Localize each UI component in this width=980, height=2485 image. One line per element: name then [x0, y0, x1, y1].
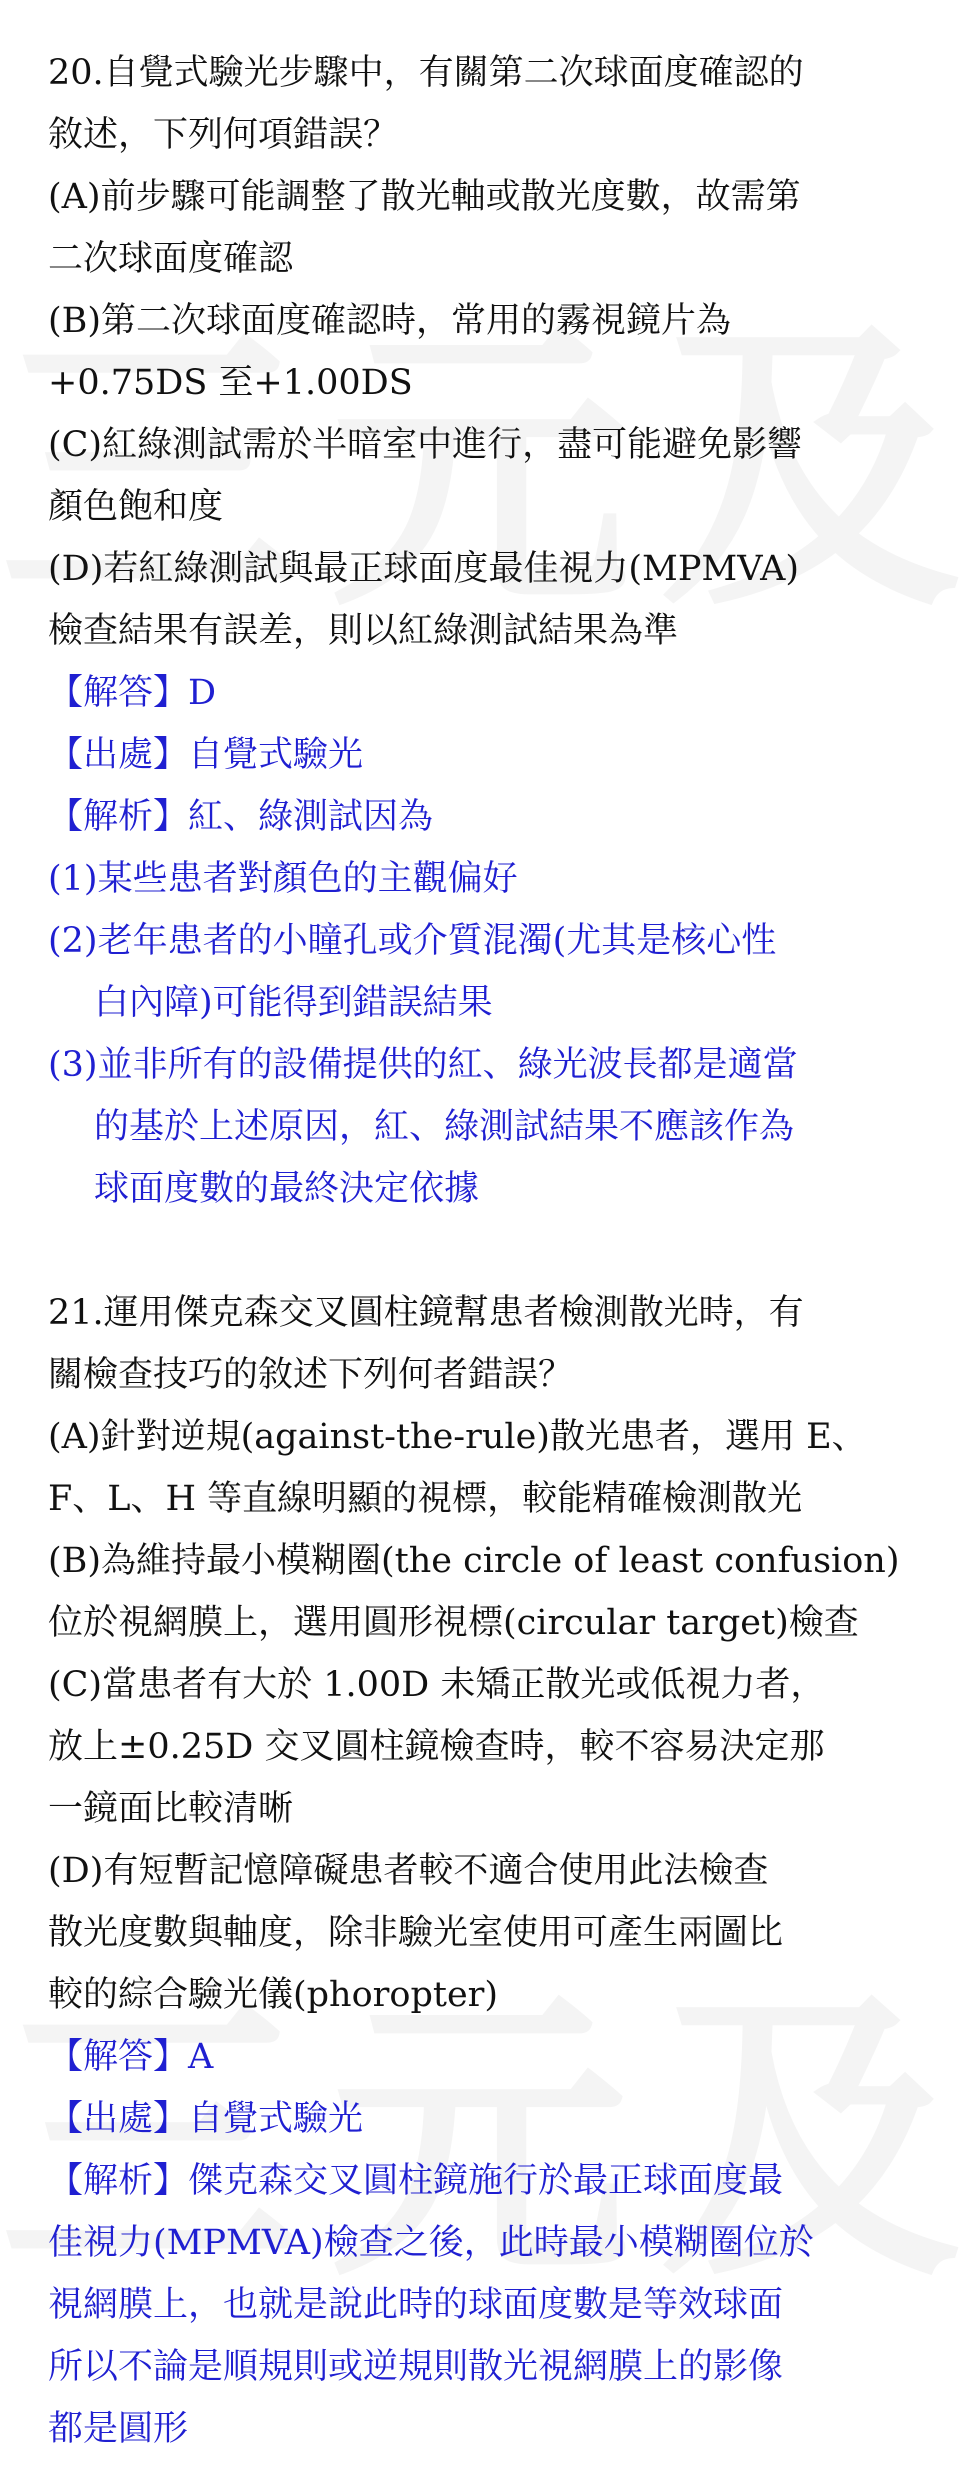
question-stem-line: 敘述，下列何項錯誤？ — [48, 115, 399, 155]
source-line: 【出處】自覺式驗光 — [48, 2099, 364, 2139]
analysis-line: (3)並非所有的設備提供的紅、綠光波長都是適當 — [48, 1045, 798, 1085]
analysis-line: 的基於上述原因，紅、綠測試結果不應該作為 — [94, 1107, 795, 1147]
question-21 — [48, 1282, 948, 2460]
option-d-line: 散光度數與軸度，除非驗光室使用可產生兩圖比 — [48, 1913, 784, 1953]
option-c-line: 顏色飽和度 — [48, 487, 224, 527]
analysis-line: 視網膜上，也就是說此時的球面度數是等效球面 — [48, 2285, 784, 2325]
option-c-line: 放上±0.25D 交叉圓柱鏡檢查時，較不容易決定那 — [48, 1727, 825, 1767]
option-c-line: 一鏡面比較清晰 — [48, 1789, 294, 1829]
option-b-line: 位於視網膜上，選用圓形視標(circular target)檢查 — [48, 1603, 859, 1643]
analysis-line: 【解析】紅、綠測試因為 — [48, 797, 434, 837]
option-d-line: (D)有短暫記憶障礙患者較不適合使用此法檢查 — [48, 1851, 769, 1891]
option-b-line: (B)為維持最小模糊圈(the circle of least confusion) — [48, 1541, 900, 1581]
option-a-line: 二次球面度確認 — [48, 239, 294, 279]
analysis-line: 白內障)可能得到錯誤結果 — [94, 983, 493, 1023]
analysis-line: (1)某些患者對顏色的主觀偏好 — [48, 859, 518, 899]
analysis-line: 佳視力(MPMVA)檢查之後，此時最小模糊圈位於 — [48, 2223, 814, 2263]
option-b-line: +0.75DS 至+1.00DS — [48, 363, 413, 403]
answer-line: 【解答】D — [48, 673, 217, 713]
option-c-line: (C)紅綠測試需於半暗室中進行，盡可能避免影響 — [48, 425, 803, 465]
analysis-line: 球面度數的最終決定依據 — [94, 1169, 480, 1209]
question-stem-line: 21.運用傑克森交叉圓柱鏡幫患者檢測散光時，有 — [48, 1293, 804, 1333]
question-stem-line: 20.自覺式驗光步驟中，有關第二次球面度確認的 — [48, 53, 804, 93]
analysis-line: 所以不論是順規則或逆規則散光視網膜上的影像 — [48, 2347, 784, 2387]
option-d-line: 檢查結果有誤差，則以紅綠測試結果為準 — [48, 611, 679, 651]
option-b-line: (B)第二次球面度確認時，常用的霧視鏡片為 — [48, 301, 732, 341]
exam-document — [48, 42, 948, 2460]
question-separator — [48, 1220, 948, 1282]
option-c-line: (C)當患者有大於 1.00D 未矯正散光或低視力者， — [48, 1665, 826, 1705]
option-a-line: (A)前步驟可能調整了散光軸或散光度數，故需第 — [48, 177, 801, 217]
question-20 — [48, 42, 948, 1220]
option-a-line: (A)針對逆規(against-the-rule)散光患者，選用 E、 — [48, 1417, 867, 1457]
question-stem-line: 關檢查技巧的敘述下列何者錯誤？ — [48, 1355, 574, 1395]
source-line: 【出處】自覺式驗光 — [48, 735, 364, 775]
answer-line: 【解答】A — [48, 2037, 214, 2077]
option-d-line: 較的綜合驗光儀(phoropter) — [48, 1975, 499, 2015]
analysis-line: 【解析】傑克森交叉圓柱鏡施行於最正球面度最 — [48, 2161, 784, 2201]
option-a-line: F、L、H 等直線明顯的視標，較能精確檢測散光 — [48, 1479, 803, 1519]
option-d-line: (D)若紅綠測試與最正球面度最佳視力(MPMVA) — [48, 549, 800, 589]
analysis-line: 都是圓形 — [48, 2409, 189, 2449]
analysis-line: (2)老年患者的小瞳孔或介質混濁(尤其是核心性 — [48, 921, 777, 961]
